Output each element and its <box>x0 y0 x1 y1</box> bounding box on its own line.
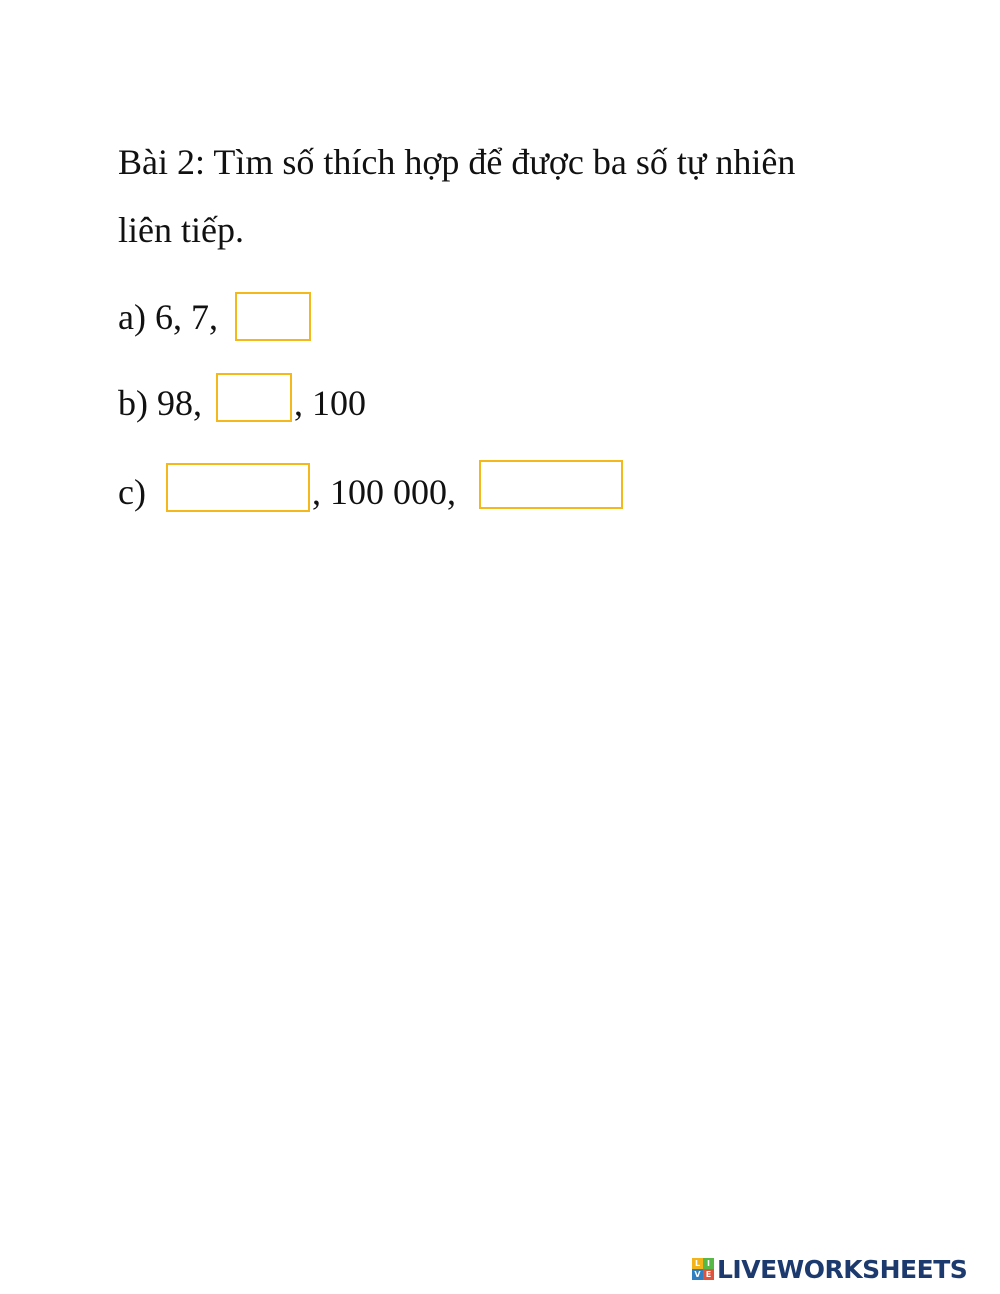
liveworksheets-brand-text: LIVEWORKSHEETS <box>717 1254 968 1284</box>
answer-input-c-before[interactable] <box>168 466 308 511</box>
answer-input-c-after[interactable] <box>481 463 621 508</box>
exercise-title-line-2: liên tiếp. <box>118 210 244 250</box>
answer-box-c-before[interactable] <box>166 463 310 512</box>
logo-tile-e: E <box>703 1269 714 1280</box>
liveworksheets-logo-icon <box>692 1258 714 1280</box>
answer-box-a[interactable] <box>235 292 311 341</box>
item-b-prefix: b) 98, <box>118 383 202 423</box>
item-c-prefix: c) <box>118 472 146 512</box>
exercise-title-line-1: Bài 2: Tìm số thích hợp để được ba số tự nhiên <box>118 142 796 182</box>
liveworksheets-logo <box>692 1253 967 1285</box>
item-b-suffix: , 100 <box>294 383 366 423</box>
answer-box-b[interactable] <box>216 373 292 422</box>
answer-input-a[interactable] <box>237 295 309 340</box>
logo-tile-l: L <box>692 1258 703 1269</box>
answer-box-c-after[interactable] <box>479 460 623 509</box>
item-a-prefix: a) 6, 7, <box>118 297 218 337</box>
item-a <box>118 297 418 341</box>
item-c-middle: , 100 000, <box>312 472 456 512</box>
logo-tile-v: V <box>692 1269 703 1280</box>
logo-tile-i: I <box>703 1258 714 1269</box>
item-b <box>118 383 518 427</box>
answer-input-b[interactable] <box>218 376 290 421</box>
item-c <box>118 472 718 516</box>
